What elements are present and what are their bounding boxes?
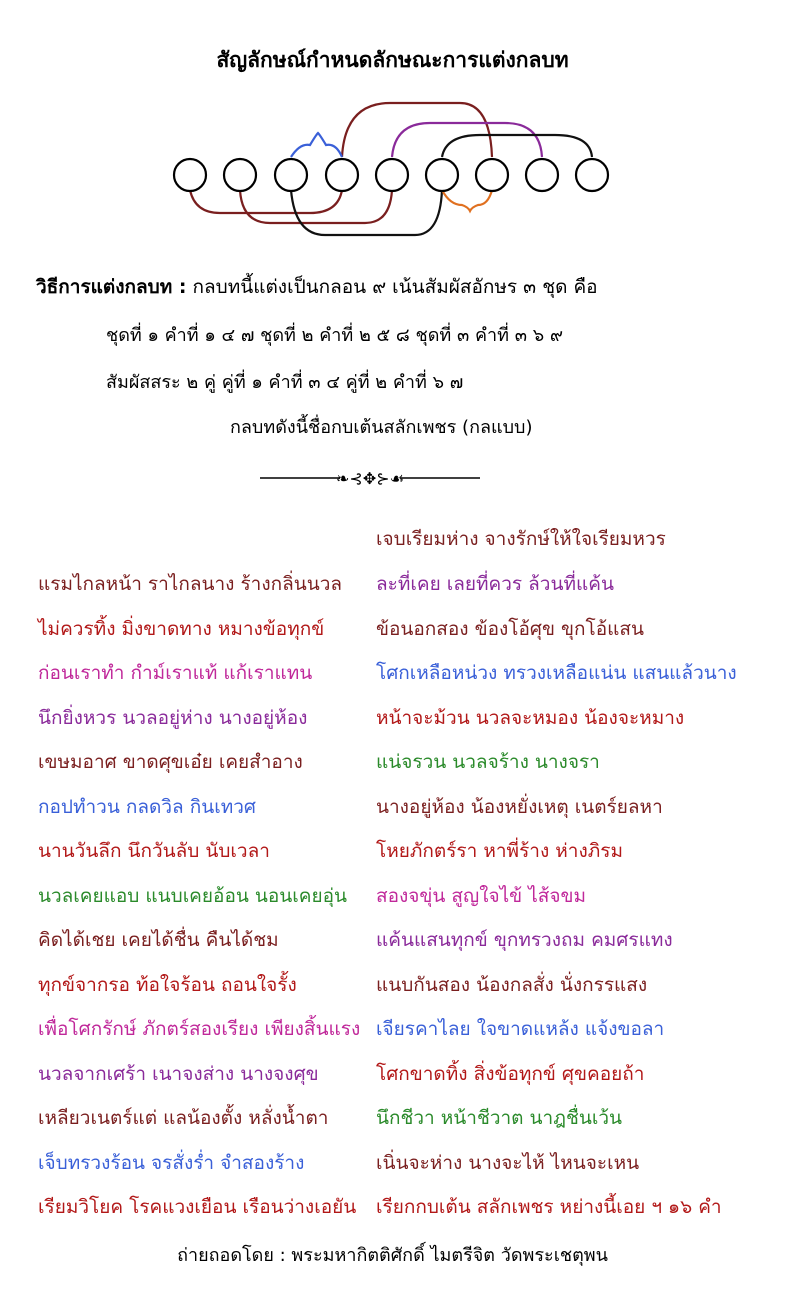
word-circle-4 <box>326 159 358 191</box>
link-1-4-7 <box>190 190 342 213</box>
poem-line-left: เจ็บทรวงร้อน จรสั่งร่ำ จำสองร้าง <box>38 1151 305 1174</box>
word-circle-8 <box>526 159 558 191</box>
word-circle-3 <box>275 159 307 191</box>
method-label: วิธีการแต่งกลบท : <box>36 276 187 298</box>
poem-line-right: แน่จรวน นวลจร้าง นางจรา <box>376 751 600 773</box>
poem-line-left: นวลจากเศร้า เนาจงส่าง นางจงศุข <box>38 1062 319 1085</box>
vowel-pair-1 <box>291 133 342 157</box>
poem-line-right: โหยภักตร์รา หาพี่ร้าง ห่างภิรม <box>376 840 623 862</box>
word-circle-2 <box>224 159 256 191</box>
poem-line-right: สองจขุ่น สูญใจไข้ ไส้จขม <box>376 884 587 907</box>
poem-line-left: ไม่ควรทิ้ง มิ่งขาดทาง หมางข้อทุกข์ <box>38 617 325 640</box>
word-circle-5 <box>376 159 408 191</box>
poem-line-right: โศกเหลือหน่วง ทรวงเหลือแน่น แสนแล้วนาง <box>376 662 737 684</box>
poem-line-right: แนบกันสอง น้องกลสั่ง นั่งกรรแสง <box>376 973 648 996</box>
poem-line-left: กอปทำวน กลดวิล กินเทวศ <box>38 795 256 818</box>
poem-line-left: แรมไกลหน้า ราไกลนาง ร้างกลิ่นนวล <box>38 573 343 595</box>
link-1-4-7-top <box>342 103 492 157</box>
word-circle-1 <box>174 159 206 191</box>
vowel-pair-2 <box>442 190 492 211</box>
word-circle-7 <box>476 159 508 191</box>
poem-line-right: โศกขาดทิ้ง สิ่งข้อทุกข์ ศุขคอยถ้า <box>376 1062 645 1085</box>
poem-line-right: ข้อนอกสอง ข้องโอ้ศุข ขุกโอ้แสน <box>376 617 644 640</box>
method-line-2: ชุดที่ ๑ คำที่ ๑ ๔ ๗ ชุดที่ ๒ คำที่ ๒ ๕ ๘ ชุดที่ ๓ คำที่ ๓ ๖ ๙ <box>106 325 564 346</box>
poem-line-left: เรียมวิโยค โรคแวงเยือน เรือนว่างเอยัน <box>38 1196 357 1218</box>
poem-line-right: เนิ่นจะห่าง นางจะไห้ ไหนจะเหน <box>376 1151 640 1174</box>
poem-line-right: เจียรคาไลย ใจขาดแหล้ง แจ้งขอลา <box>376 1018 665 1040</box>
poem-line-right: เรียกกบเต้น สลักเพชร หย่างนี้เอย ฯ ๑๖ คำ <box>376 1196 722 1218</box>
ornament-glyphs: ❧⊰✥⊱☙ <box>336 469 404 488</box>
word-circle-6 <box>426 159 458 191</box>
poem-line-left: นวลเคยแอบ แนบเคยอ้อน นอนเคยอุ่น <box>38 884 348 907</box>
word-circle-9 <box>576 159 608 191</box>
poem-line-right: นางอยู่ห้อง น้องหยั่งเหตุ เนตร์ยลหา <box>376 795 663 818</box>
link-2-5-8 <box>240 190 392 223</box>
ornament-divider <box>255 466 485 490</box>
poem-line-left: นึกยิ่งหวร นวลอยู่ห่าง นางอยู่ห้อง <box>38 706 308 729</box>
poem-line-left: เพื่อโศกรักษ์ ภักตร์สองเรียง เพียงสิ้นแรง <box>38 1018 361 1040</box>
poem-right-first: เจบเรียมห่าง จางรักษ์ให้ใจเรียมหวร <box>376 528 666 550</box>
poem-line-right: แค้นแสนทุกข์ ขุกทรวงถม คมศรแทง <box>376 929 673 951</box>
poem-line-left: คิดได้เชย เคยได้ชื่น คืนได้ชม <box>38 929 279 951</box>
method-text: กลบทนี้แต่งเป็นกลอน ๙ เน้นสัมผัสอักษร ๓ ชุด คือ <box>192 276 598 298</box>
method-section <box>36 272 598 302</box>
poem-line-right: นึกชีวา หน้าชีวาต นาฎชื่นเว้น <box>376 1107 623 1129</box>
method-line-3: สัมผัสสระ ๒ คู่ คู่ที่ ๑ คำที่ ๓ ๔ คู่ที่ ๒ คำที่ ๖ ๗ <box>106 372 464 393</box>
link-2-5-8-top <box>392 123 542 157</box>
poem-line-left: ทุกข์จากรอ ท้อใจร้อน ถอนใจรั้ง <box>38 973 297 996</box>
poem-line-left: นานวันลึก นึกวันลับ นับเวลา <box>38 840 270 862</box>
page-title: สัญลักษณ์กำหนดลักษณะการแต่งกลบท <box>216 48 569 72</box>
poem-line-left: เหลียวเนตร์แต่ แลน้องตั้ง หลั่งน้ำตา <box>38 1107 329 1129</box>
poem-line-right: ละที่เคย เลยที่ควร ล้วนที่แค้น <box>376 573 614 595</box>
poem-line-left: เขษมอาศ ขาดศุขเอ๋ย เคยสำอาง <box>38 751 303 773</box>
link-3-6-9-top <box>442 135 592 157</box>
poem-line-right: หน้าจะม้วน นวลจะหมอง น้องจะหมาง <box>376 706 685 729</box>
method-line-4: กลบทดังนี้ชื่อกบเต้นสลักเพชร (กลแบบ) <box>230 417 533 438</box>
rhyme-scheme-diagram <box>150 95 620 245</box>
footer-credit: ถ่ายถอดโดย : พระมหากิตติศักดิ์ ไมตรีจิต วัดพระเชตุพน <box>177 1245 608 1266</box>
poem-line-left: ก่อนเราทำ กำม์เราแท้ แก้เราแทน <box>38 662 313 684</box>
